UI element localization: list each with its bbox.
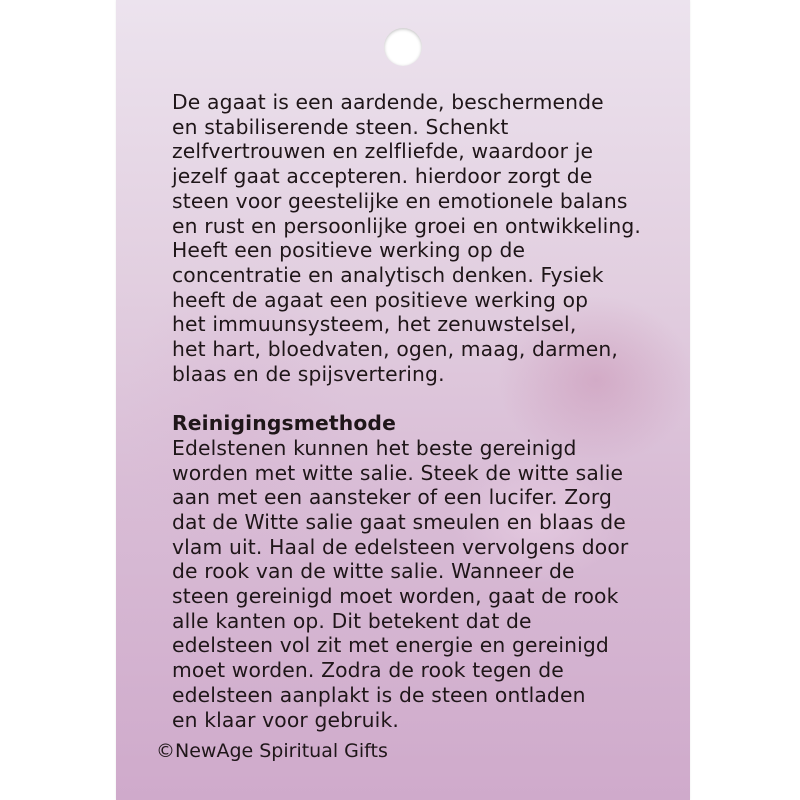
text-line: worden met witte salie. Steek de witte salie bbox=[172, 460, 624, 485]
hang-hole bbox=[384, 28, 422, 66]
text-line: Heeft een positieve werking op de bbox=[172, 238, 526, 263]
text-line: het immuunsysteem, het zenuwstelsel, bbox=[172, 312, 577, 337]
text-line: het hart, bloedvaten, ogen, maag, darmen, bbox=[172, 337, 618, 362]
text-line: alle kanten op. Dit betekent dat de bbox=[172, 608, 532, 633]
text-line: De agaat is een aardende, beschermende bbox=[172, 90, 604, 114]
text-line: jezelf gaat accepteren. hierdoor zorgt de bbox=[172, 164, 593, 189]
text-line: en klaar voor gebruik. bbox=[172, 707, 399, 732]
text-line: heeft de agaat een positieve werking op bbox=[172, 287, 589, 312]
text-line: vlam uit. Haal de edelsteen vervolgens door bbox=[172, 534, 629, 559]
text-line: en rust en persoonlijke groei en ontwikkeling. bbox=[172, 213, 642, 238]
text-line: en stabiliserende steen. Schenkt bbox=[172, 114, 509, 139]
card-text bbox=[172, 90, 712, 732]
text-line: dat de Witte salie gaat smeulen en blaas de bbox=[172, 509, 626, 534]
cleaning-paragraph bbox=[172, 436, 712, 732]
text-line: steen voor geestelijke en emotionele balans bbox=[172, 188, 628, 213]
product-card bbox=[116, 0, 690, 800]
text-line: concentratie en analytisch denken. Fysiek bbox=[172, 262, 604, 287]
description-paragraph bbox=[172, 90, 712, 386]
text-line: edelsteen aanplakt is de steen ontladen bbox=[172, 682, 586, 707]
text-line: de rook van de witte salie. Wanneer de bbox=[172, 559, 575, 584]
text-line: zelfvertrouwen en zelfliefde, waardoor je bbox=[172, 139, 594, 164]
text-line: Edelstenen kunnen het beste gereinigd bbox=[172, 435, 577, 460]
section-heading: Reinigingsmethode bbox=[172, 411, 396, 436]
copyright-footer: ©NewAge Spiritual Gifts bbox=[156, 740, 388, 762]
text-line: blaas en de spijsvertering. bbox=[172, 361, 445, 386]
text-line: edelsteen vol zit met energie en gereinigd bbox=[172, 633, 609, 658]
text-line: steen gereinigd moet worden, gaat de rook bbox=[172, 584, 619, 609]
text-line: moet worden. Zodra de rook tegen de bbox=[172, 658, 564, 683]
text-line: aan met een aansteker of een lucifer. Zorg bbox=[172, 485, 613, 510]
